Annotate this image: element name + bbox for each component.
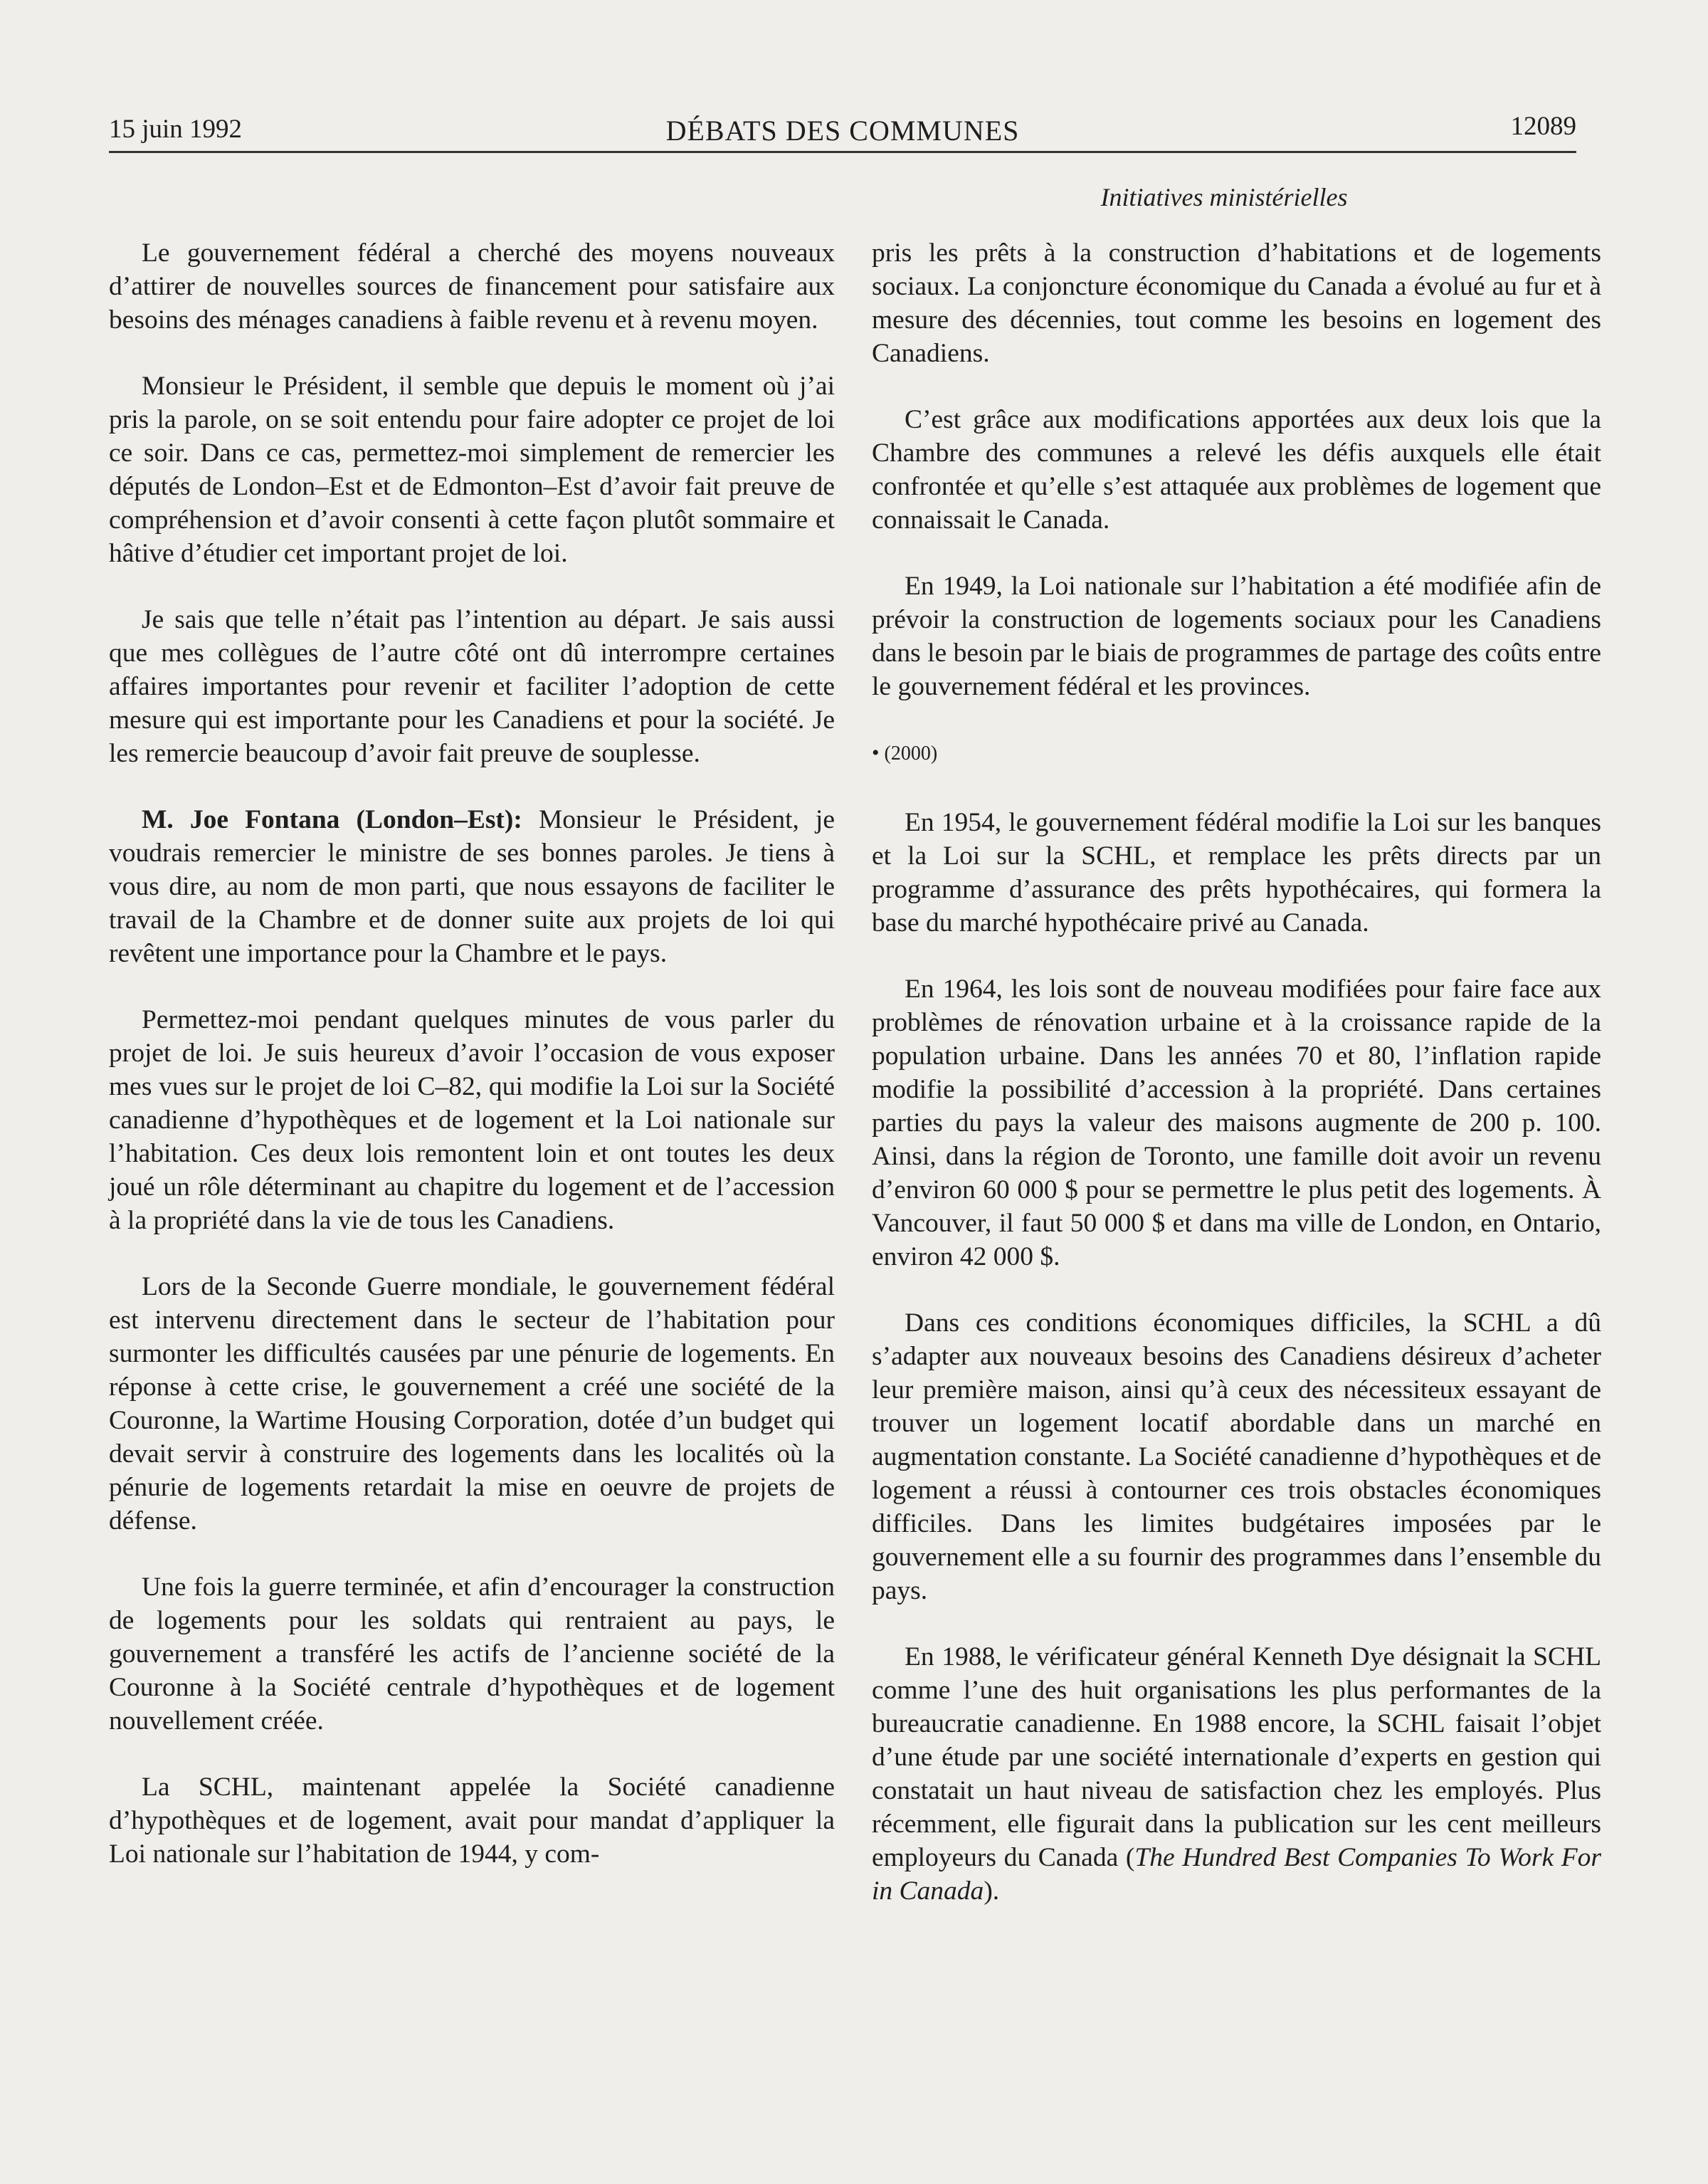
bullet-icon: • [872,741,880,765]
paragraph: Je sais que telle n’était pas l’intention au départ. Je sais aussi que mes collègues de l’autre côté ont dû interrompre certaines affaires importantes pour revenir et faciliter l’adoption de cette mesure qui est importante pour les Canadiens et pour la société. Je les remercie beaucoup d’avoir fait preuve de souplesse. [109,605,835,768]
paragraph [872,1640,1601,1908]
timestamp [872,736,1601,770]
paragraph: Monsieur le Président, il semble que depuis le moment où j’ai pris la parole, on se soit entendu pour faire adopter ce projet de loi ce soir. Dans ce cas, permettez-moi simplement de remercier les députés de London–Est et de Edmonton–Est d’avoir fait preuve de compréhension et d’avoir consenti à cette façon plutôt sommaire et hâtive d’étudier cet important projet de loi. [109,372,835,568]
paragraph: Permettez-moi pendant quelques minutes de vous parler du projet de loi. Je suis heureux d’avoir l’occasion de vous exposer mes vues sur le projet de loi C–82, qui modifie la Loi sur la Société canadienne d’hypothèques et de logement et la Loi nationale sur l’habitation. Ces deux lois remontent loin et ont toutes les deux joué un rôle déterminant au chapitre du logement et de l’accession à la propriété dans la vie de tous les Canadiens. [109,1005,835,1235]
paragraph: En 1964, les lois sont de nouveau modifiées pour faire face aux problèmes de rénovation urbaine et à la croissance rapide de la population urbaine. Dans les années 70 et 80, l’inflation rapide modifie la possibilité d’accession à la propriété. Dans certaines parties du pays la valeur des maisons augmente de 200 p. 100. Ainsi, dans la région de Toronto, une famille doit avoir un revenu d’environ 60 000 $ pour se permettre le plus petit des logements. À Vancouver, il faut 50 000 $ et dans ma ville de London, en Ontario, environ 42 000 $. [872,975,1601,1271]
paragraph: C’est grâce aux modifications apportées aux deux lois que la Chambre des communes a relevé les défis auxquels elle était confrontée et qu’elle s’est attaquée aux problèmes de logement que connaissait le Canada. [872,405,1601,535]
continued-paragraph: pris les prêts à la construction d’habitations et de logements sociaux. La conjoncture économique du Canada a évolué au fur et à mesure des décennies, tout comme les besoins en logement des Canadiens. [872,238,1601,368]
header-date: 15 juin 1992 [109,115,243,144]
right-column [872,236,1601,1908]
paragraph: Lors de la Seconde Guerre mondiale, le gouvernement fédéral est intervenu directement dans le secteur de l’habitation pour surmonter les difficultés causées par une pénurie de logements. En réponse à cette crise, le gouvernement a créé une société de la Couronne, la Wartime Housing Corporation, dotée d’un budget qui devait servir à construire des logements dans les localités où la pénurie de logements retardait la mise en oeuvre de projets de défense. [109,1272,835,1535]
section-rubric: Initiatives ministérielles [1100,183,1348,211]
paragraph: En 1949, la Loi nationale sur l’habitation a été modifiée afin de prévoir la construction de logements sociaux pour les Canadiens dans le besoin par le biais de programmes de partage des coûts entre le gouvernement fédéral et les provinces. [872,572,1601,701]
paragraph-text: En 1988, le vérificateur général Kenneth Dye désignait la SCHL comme l’une des huit organisations les plus performantes de la bureaucratie canadienne. En 1988 encore, la SCHL faisait l’objet d’une étude par une société internationale d’experts en gestion qui constatait un haut niveau de satisfaction chez les employés. Plus récemment, elle figurait dans la publication sur les cent meilleurs employeurs du Canada ( [872,1642,1601,1872]
publication-title: The Hundred Best Companies To Work For in Canada [872,1843,1602,1906]
paragraph-end: ). [984,1876,1000,1906]
paragraph: Une fois la guerre terminée, et afin d’encourager la construction de logements pour les soldats qui rentraient au pays, le gouvernement a transféré les actifs de l’ancienne société de la Couronne à la Société centrale d’hypothèques et de logement nouvellement créée. [109,1573,835,1736]
paragraph: En 1954, le gouvernement fédéral modifie la Loi sur les banques et la Loi sur la SCHL, et remplace les prêts directs par un programme d’assurance des prêts hypothécaires, qui formera la base du marché hypothécaire privé au Canada. [872,808,1601,938]
header-title: DÉBATS DES COMMUNES [665,115,1020,147]
header-page-number: 12089 [1510,112,1576,141]
paragraph: Dans ces conditions économiques difficiles, la SCHL a dû s’adapter aux nouveaux besoins des Canadiens désireux d’acheter leur première maison, ainsi qu’à ceux des nécessiteux essayant de trouver un logement locatif abordable dans un marché en augmentation constante. La Société canadienne d’hypothèques et de logement a réussi à contourner ces trois obstacles économiques difficiles. Dans les limites budgétaires imposées par le gouvernement elle a su fournir des programmes dans l’ensemble du pays. [872,1308,1601,1605]
speaker-text: Monsieur le Président, je voudrais remercier le ministre de ses bonnes paroles. Je tiens à vous dire, au nom de mon parti, que nous essayons de faciliter le travail de la Chambre et de donner suite aux projets de loi qui revêtent une importance pour la Chambre et le pays. [109,805,835,968]
paragraph: La SCHL, maintenant appelée la Société canadienne d’hypothèques et de logement, avait pour mandat d’appliquer la Loi nationale sur l’habitation de 1944, y com- [109,1773,835,1869]
speaker-name: M. Joe Fontana (London–Est): [142,805,522,834]
page-header [109,108,1576,153]
speaker-paragraph [109,803,835,970]
timestamp-text: (2000) [884,742,938,765]
paragraph: Le gouvernement fédéral a cherché des moyens nouveaux d’attirer de nouvelles sources de financement pour satisfaire aux besoins des ménages canadiens à faible revenu et à revenu moyen. [109,238,835,335]
left-column [109,236,835,1871]
